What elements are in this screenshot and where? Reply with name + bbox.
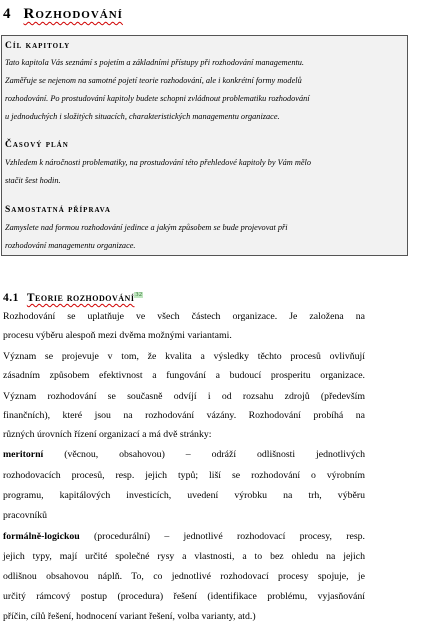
- list-item-line: odlišnou obsahovou náplň. To, co jednotlivé rozhodovací procesy spojuje, je: [3, 571, 365, 582]
- list-item-text: (věcnou, obsahovou) – odráží odlišnosti jednotlivých: [64, 449, 366, 460]
- goal-heading: Cíl kapitoly: [5, 41, 71, 51]
- time-plan-line: Vzhledem k náročnosti problematiky, na prostudování této přehledové kapitoly by Vám mělo: [5, 158, 311, 167]
- chapter-title: Rozhodování: [23, 6, 123, 22]
- term-meritorni: meritorní: [3, 449, 44, 460]
- paragraph-line: Rozhodování se uplatňuje ve všech částech organizace. Je založena na: [3, 311, 365, 322]
- term-formalne: formálně-logickou: [3, 531, 80, 542]
- list-item-line: určitý rámcový postup (procedura) řešení (identifikace problému, vyjasňování: [3, 591, 365, 602]
- goal-line: Zaměřuje se nejenom na samotné pojetí teorie rozhodování, ale i konkrétní formy modelů: [5, 76, 302, 85]
- list-item-line: jejich typy, mají určité společné rysy a vlastnosti, a to bez ohledu na jejich: [3, 551, 365, 562]
- paragraph-line: Význam rozhodování se současně odvíjí i od rozsahu zdrojů (především: [3, 391, 365, 402]
- time-plan-heading: Časový plán: [5, 140, 69, 150]
- section-heading: [3, 292, 143, 304]
- paragraph-line: zásadním způsobem efektivnost a fungování a budoucí prosperitu organizace.: [3, 370, 365, 381]
- paragraph-line: procesu výběru alespoň mezi dvěma možnými variantami.: [3, 330, 232, 341]
- paragraph-line: Význam se projevuje v tom, že kvalita a výsledky těchto procesů ovlivňují: [3, 351, 365, 362]
- goal-line: rozhodování. Po prostudování kapitoly budete schopni zvládnout problematiku rozhodování: [5, 94, 310, 103]
- list-item-line: programu, kapitálových investicích, uvedení výrobku na trh, výběru: [3, 490, 365, 501]
- section-number: 4.1: [3, 292, 19, 304]
- list-item-text: (procedurální) – jednotlivé rozhodovací procesy, resp.: [94, 531, 365, 542]
- footnote-reference[interactable]: 32: [135, 292, 143, 299]
- list-item-line: rozhodovacích procesů, resp. jejich typů; liší se rozhodování o výrobním: [3, 470, 365, 481]
- chapter-heading: [3, 6, 123, 23]
- section-title: Teorie rozhodování: [26, 292, 135, 304]
- list-item-formalne: [3, 531, 365, 542]
- self-prep-line: Zamyslete nad formou rozhodování jedince a jakým způsobem se bude projevovat při: [5, 223, 288, 232]
- list-item-line: příčin, cílů řešení, hodnocení variant řešení, volba varianty, atd.): [3, 611, 256, 622]
- list-item-line: pracovníků: [3, 510, 48, 521]
- goal-line: Tato kapitola Vás seznámí s pojetím a základními přístupy při rozhodování managementu.: [5, 58, 304, 67]
- list-item-meritorni: [3, 449, 365, 460]
- chapter-number: 4: [3, 6, 12, 22]
- paragraph-line: různých úrovních řízení organizací a má dvě stránky:: [3, 429, 212, 440]
- time-plan-line: stačit šest hodin.: [5, 176, 61, 185]
- self-prep-line: rozhodování managementu organizace.: [5, 241, 136, 250]
- paragraph-line: finančních), které jsou na rozhodování vázány. Rozhodování probíhá na: [3, 410, 365, 421]
- goal-line: u jednoduchých i složitých situacích, charakteristických managementu organizace.: [5, 112, 280, 121]
- self-prep-heading: Samostatná příprava: [5, 205, 111, 215]
- chapter-info-box: [1, 35, 408, 256]
